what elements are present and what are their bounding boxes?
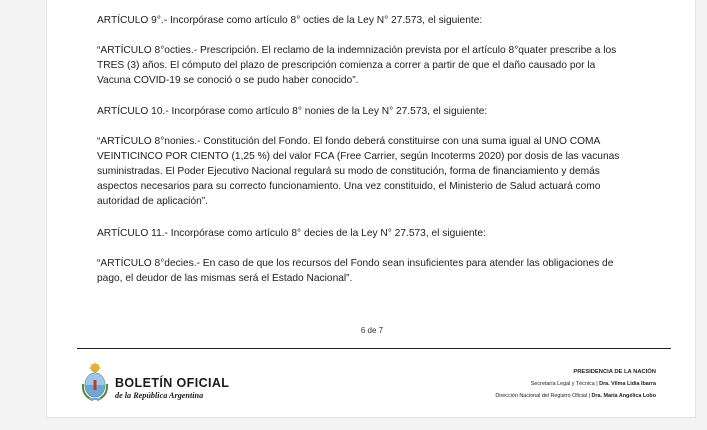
document-page [46, 0, 696, 418]
issuer-block [495, 366, 656, 402]
paragraph-articulo-11 [97, 226, 657, 241]
text-line: “ARTÍCULO 8°nonies.- Constitución del Fondo. El fondo deberá constituirse con una suma igual al UNO COMA [97, 136, 601, 147]
text-line: Vacuna COVID-19 se conoció o se pudo haber conocido”. [97, 75, 359, 86]
text-line: suministradas. El Poder Ejecutivo Nacional regulará su modo de constitución, forma de financiamiento y demás [97, 166, 600, 177]
text-line: “ARTÍCULO 8°decies.- En caso de que los recursos del Fondo sean insuficientes para atender las obligaciones de [97, 258, 614, 269]
paragraph-articulo-8-octies [97, 43, 657, 88]
text-line: ARTÍCULO 9°.- Incorpórase como artículo 8° octies de la Ley N° 27.573, el siguiente: [97, 15, 483, 26]
text-line: pago, el deudor de las mismas será el Estado Nacional”. [97, 273, 353, 284]
text-line: TRES (3) años. El cómputo del plazo de prescripción comienza a correr a partir de que el daño causado por la [97, 60, 596, 71]
paragraph-articulo-10 [97, 104, 657, 119]
office-name: Dirección Nacional del Registro Oficial [495, 393, 588, 399]
logo-subtitle: de la República Argentina [115, 391, 204, 400]
paragraph-articulo-9 [97, 13, 657, 28]
argentina-coat-of-arms-icon [81, 362, 109, 402]
separator: | [594, 381, 600, 387]
text-line: ARTÍCULO 10.- Incorpórase como artículo 8° nonies de la Ley N° 27.573, el siguiente: [97, 106, 488, 117]
official-name: Dra. María Angélica Lobo [591, 393, 656, 399]
text-line: VEINTICINCO POR CIENTO (1,25 %) del valor FCA (Free Carrier, según Incoterms 2020) por dosis de las vacunas [97, 151, 620, 162]
issuer-line-2 [495, 390, 656, 402]
text-line: “ARTÍCULO 8°octies.- Prescripción. El reclamo de la indemnización prevista por el artículo 8°quater prescribe a los [97, 45, 617, 56]
office-name: Secretaría Legal y Técnica [530, 381, 595, 387]
footer-divider [77, 348, 671, 349]
paragraph-articulo-8-decies [97, 256, 657, 286]
logo-title: BOLETÍN OFICIAL [115, 376, 230, 390]
text-line: aspectos necesarios para su correcto funcionamiento. Una vez constituido, el Ministerio de Salud actuará como [97, 181, 601, 192]
presidency-title: PRESIDENCIA DE LA NACIÓN [573, 369, 656, 375]
separator: | [587, 393, 592, 399]
paragraph-articulo-8-nonies [97, 134, 657, 209]
issuer-line-1 [495, 378, 656, 390]
text-line: ARTÍCULO 11.- Incorpórase como artículo 8° decies de la Ley N° 27.573, el siguiente: [97, 228, 486, 239]
page-number: 6 de 7 [360, 326, 384, 335]
official-name: Dra. Vilma Lidia Ibarra [599, 381, 656, 387]
text-line: autoridad de aplicación”. [97, 196, 209, 207]
